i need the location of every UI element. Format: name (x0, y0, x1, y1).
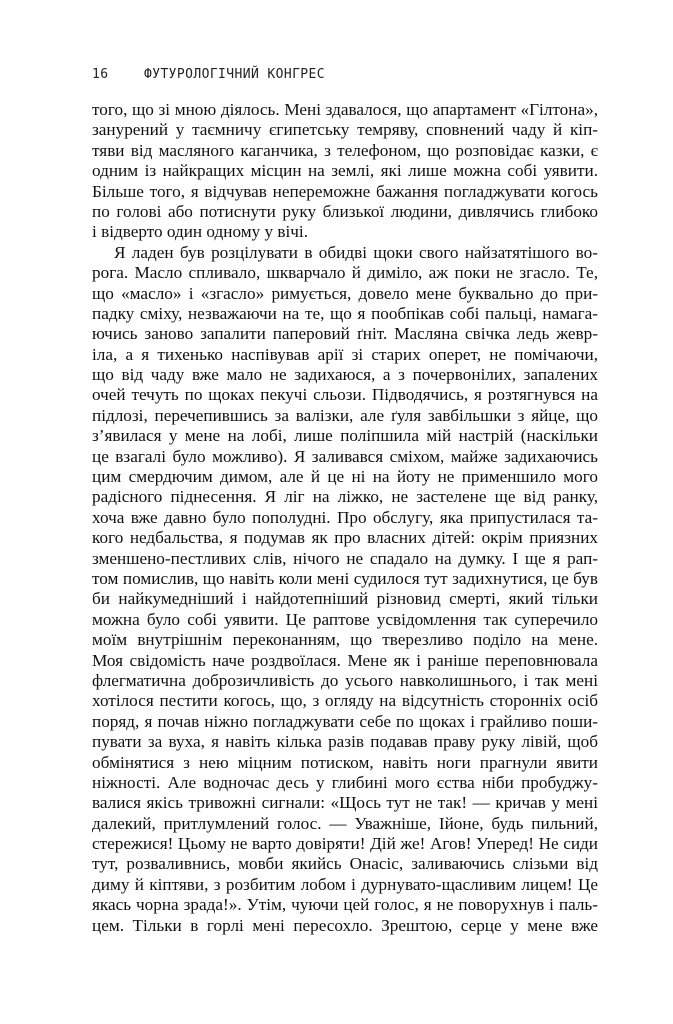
text-line: Більше того, я відчував непереможне бажання погладжувати когось (92, 181, 598, 201)
text-line: рога. Масло спливало, шкварчало й диміло, аж поки не згасло. Те, (92, 263, 598, 283)
text-line: якась чорна зрада!». Утім, чуючи цей голос, я не поворухнув і паль- (92, 895, 598, 915)
text-line: одним із найкращих місцин на землі, які лише можна собі уявити. (92, 161, 598, 181)
text-line: це взагалі було можливо). Я заливався сміхом, майже задихаючись (92, 446, 598, 466)
text-line: по голові або потиснути руку близької людини, дивлячись глибоко (92, 201, 598, 221)
text-line: ючись заново запалити паперовий ґніт. Масляна свічка ледь жевр- (92, 324, 598, 344)
text-line: поряд, я почав ніжно погладжувати себе по щоках і грайливо поши- (92, 711, 598, 731)
text-line: моїм внутрішнім переконанням, що тверезливо поділо на мене. (92, 630, 598, 650)
text-line: підлозі, перечепившись за валізки, але ґуля завбільшки з яйце, що (92, 405, 598, 425)
running-title: ФУТУРОЛОГІЧНИЙ КОНГРЕС (144, 66, 325, 82)
text-line: що «масло» і «згасло» римується, довело мене буквально до при- (92, 283, 598, 303)
text-line: пувати за вуха, я навіть кілька разів подавав праву руку лівій, щоб (92, 732, 598, 752)
text-line: ніжності. Але водночас десь у глибині мого єства ніби пробуджу- (92, 772, 598, 792)
text-line: Моя свідомість наче роздвоїлася. Мене як і раніше переповнювала (92, 650, 598, 670)
paragraph (92, 243, 598, 936)
text-line: кого недбальства, я подумав як про власних дітей: окрім приязних (92, 528, 598, 548)
text-line: можна було собі уявити. Це раптове усвідомлення так суперечило (92, 609, 598, 629)
text-line: диму й кіптяви, з розбитим лобом і дурнувато-щасливим лицем! Це (92, 874, 598, 894)
text-line: того, що зі мною діялось. Мені здавалося, що апартамент «Гілтона», (92, 100, 598, 119)
text-line: хоча вже давно було пополудні. Про обслугу, яка припустилася та- (92, 507, 598, 527)
text-line: валися якісь тривожні сигнали: «Щось тут не так! — кричав у мені (92, 793, 598, 813)
text-line: стережися! Цьому не варто довіряти! Дій же! Агов! Уперед! Не сиди (92, 834, 598, 854)
text-line: очей течуть по щоках пекучі сльози. Підводячись, я розтягнувся на (92, 385, 598, 405)
text-line: з’явилася у мене на лобі, лише поліпшила мій настрій (наскільки (92, 426, 598, 446)
body-text (92, 100, 598, 936)
text-line: том помислив, що навіть коли мені судилося тут задихнутися, це був (92, 568, 598, 588)
running-head (92, 64, 592, 84)
text-line: тут, розваливнись, мовби якийсь Онасіс, заливаючись слізьми від (92, 854, 598, 874)
text-line: що від чаду вже мало не задихаюся, а з почервонілих, запалених (92, 365, 598, 385)
text-line: Я ладен був розцілувати в обидві щоки свого найзатятішого во- (114, 242, 598, 262)
text-line: цем. Тільки в горлі мені пересохло. Зрештою, серце у мене вже (92, 915, 598, 935)
text-line: радісного піднесення. Я ліг на ліжко, не застелене ще від ранку, (92, 487, 598, 507)
text-line: флегматична доброзичливість до усього навколишнього, і так мені (92, 670, 598, 690)
text-line: занурений у таємничу єгипетську темряву, сповнений чаду й кіп- (92, 120, 598, 140)
paragraph (92, 100, 598, 243)
text-line: зменшено-пестливих слів, нічого не спадало на думку. І ще я рап- (92, 548, 598, 568)
text-line: тяви від масляного каганчика, з телефоном, що розповідає казки, є (92, 140, 598, 160)
page-number: 16 (92, 66, 109, 82)
text-line: і відверто один одному у вічі. (92, 222, 309, 242)
text-line: далекий, притлумлений голос. — Уважніше, Ійоне, будь пильний, (92, 813, 598, 833)
text-line: обмінятися з нею міцним потиском, навіть ноги прагнули явити (92, 752, 598, 772)
text-line: цим смердючим димом, але й це ні на йоту не применшило мого (92, 467, 598, 487)
text-line: би найкумедніший і найдотепніший різновид смерті, який тільки (92, 589, 598, 609)
text-line: хотілося пестити когось, що, з огляду на відсутність сторонніх осіб (92, 691, 598, 711)
text-line: іла, а я тихенько наспівував арії зі старих оперет, не помічаючи, (92, 344, 598, 364)
text-line: падку сміху, незважаючи на те, що я пообпікав собі пальці, намага- (92, 303, 598, 323)
